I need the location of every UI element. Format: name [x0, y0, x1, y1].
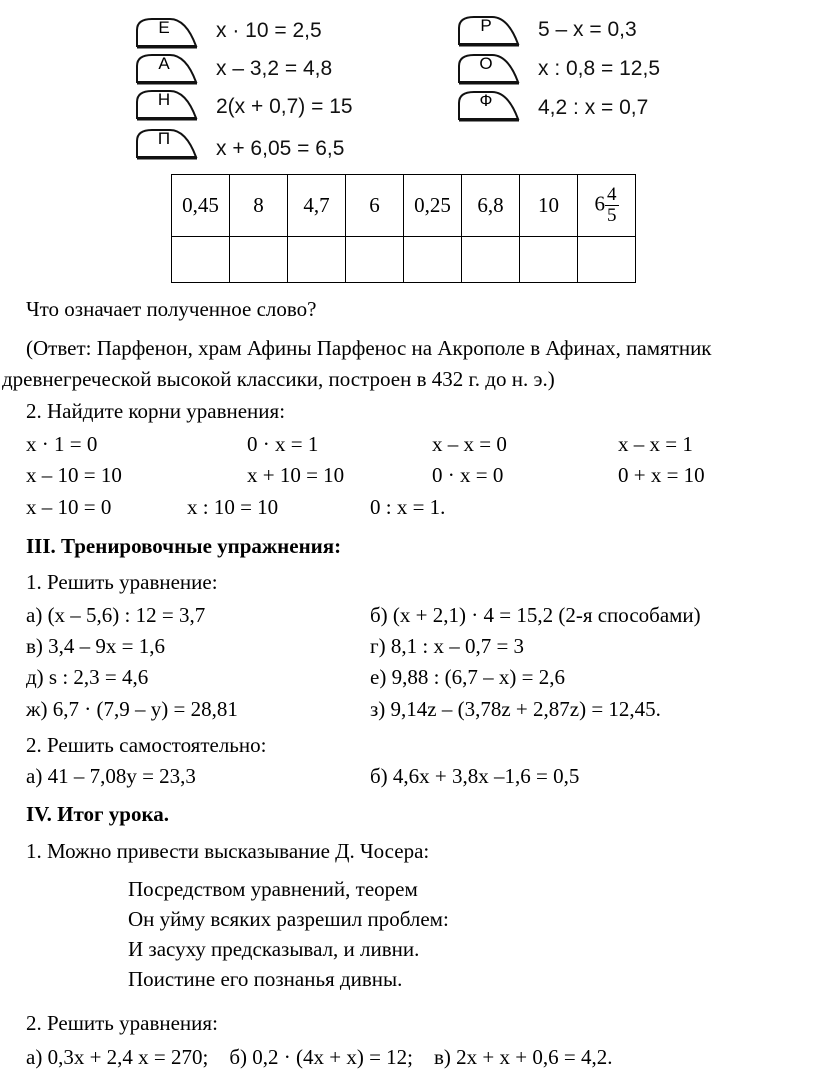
fraction-whole: 6: [594, 191, 605, 216]
poem-line: Поистине его познанья дивны.: [128, 967, 403, 991]
exercise-item: б) (x + 2,1) · 4 = 15,2 (2-я способами): [370, 603, 701, 627]
answer-table: [171, 174, 636, 283]
exercise-2-title: 2. Решить самостоятельно:: [26, 733, 267, 757]
question: Что означает полученное слово?: [26, 297, 317, 321]
fraction-numerator: 4: [607, 184, 617, 205]
table-cell-fraction: [578, 175, 636, 237]
equation-n: 2(x + 0,7) = 15: [216, 95, 353, 118]
table-cell: 0,25: [404, 175, 462, 237]
badge-e: [134, 16, 200, 50]
summary-2: 2. Решить уравнения:: [26, 1011, 218, 1035]
fraction-denominator: 5: [607, 205, 617, 226]
equation-p: x + 6,05 = 6,5: [216, 137, 345, 160]
root-eq: x – x = 0: [432, 432, 507, 456]
task2-title: 2. Найдите корни уравнения:: [26, 399, 286, 423]
poem-line: Посредством уравнений, теорем: [128, 877, 418, 901]
badge-letter: П: [157, 129, 171, 148]
equation-f: 4,2 : x = 0,7: [538, 96, 649, 119]
badge-letter: Р: [480, 16, 492, 35]
badge-n: [134, 88, 200, 122]
equation-a: x – 3,2 = 4,8: [216, 57, 333, 80]
empty-cell: [578, 237, 636, 283]
exercise-item: д) s : 2,3 = 4,6: [26, 665, 149, 689]
exercise-item: е) 9,88 : (6,7 – x) = 2,6: [370, 665, 565, 689]
exercise-1-title: 1. Решить уравнение:: [26, 570, 218, 594]
poem-line: И засуху предсказывал, и ливни.: [128, 937, 420, 961]
root-eq: x : 10 = 10: [187, 495, 279, 519]
root-eq: x – 10 = 0: [26, 495, 112, 519]
root-eq: x · 1 = 0: [26, 432, 98, 456]
table-cell: 6: [346, 175, 404, 237]
empty-cell: [346, 237, 404, 283]
empty-cell: [462, 237, 520, 283]
table-cell: 4,7: [288, 175, 346, 237]
badge-letter: Е: [158, 18, 170, 37]
badge-letter: Н: [157, 90, 171, 109]
badge-a: [134, 52, 200, 86]
root-eq: 0 · x = 1: [247, 432, 319, 456]
badge-letter: Ф: [479, 91, 493, 110]
section-4-title: IV. Итог урока.: [26, 802, 170, 826]
badge-letter: А: [158, 54, 170, 73]
exercise-item: в) 3,4 – 9x = 1,6: [26, 634, 166, 658]
poem-line: Он уйму всяких разрешил проблем:: [128, 907, 449, 931]
table-cell: 10: [520, 175, 578, 237]
empty-cell: [230, 237, 288, 283]
badge-o: [456, 52, 522, 86]
equation-o: x : 0,8 = 12,5: [538, 57, 661, 80]
exercise-item: з) 9,14z – (3,78z + 2,87z) = 12,45.: [370, 697, 661, 721]
root-eq: x – x = 1: [618, 432, 693, 456]
fraction: [605, 185, 619, 226]
root-eq: 0 · x = 0: [432, 463, 504, 487]
root-eq: 0 : x = 1.: [370, 495, 446, 519]
exercise-item: а) (x – 5,6) : 12 = 3,7: [26, 603, 206, 627]
exercise-item: а) 41 – 7,08y = 23,3: [26, 764, 196, 788]
badge-f: [456, 89, 522, 123]
table-cell: 0,45: [172, 175, 230, 237]
empty-cell: [288, 237, 346, 283]
summary-1: 1. Можно привести высказывание Д. Чосера:: [26, 839, 430, 863]
equation-e: x · 10 = 2,5: [216, 19, 322, 42]
badge-letter: О: [479, 54, 493, 73]
empty-cell: [404, 237, 462, 283]
exercise-item: б) 4,6x + 3,8x –1,6 = 0,5: [370, 764, 580, 788]
table-cell: 6,8: [462, 175, 520, 237]
root-eq: x – 10 = 10: [26, 463, 122, 487]
answer-line-2: древнегреческой высокой классики, построен в 432 г. до н. э.): [2, 367, 555, 391]
empty-cell: [520, 237, 578, 283]
table-cell: 8: [230, 175, 288, 237]
exercise-item: г) 8,1 : x – 0,7 = 3: [370, 634, 525, 658]
equation-r: 5 – x = 0,3: [538, 18, 637, 41]
final-equations: а) 0,3x + 2,4 x = 270; б) 0,2 · (4x + x) = 12; в) 2x + x + 0,6 = 4,2.: [26, 1045, 613, 1069]
badge-r: [456, 14, 522, 48]
empty-cell: [172, 237, 230, 283]
section-3-title: III. Тренировочные упражнения:: [26, 534, 342, 558]
root-eq: x + 10 = 10: [247, 463, 345, 487]
badge-p: [134, 127, 200, 161]
exercise-item: ж) 6,7 · (7,9 – y) = 28,81: [26, 697, 238, 721]
root-eq: 0 + x = 10: [618, 463, 705, 487]
answer-line-1: (Ответ: Парфенон, храм Афины Парфенос на Акрополе в Афинах, памятник: [26, 336, 712, 360]
